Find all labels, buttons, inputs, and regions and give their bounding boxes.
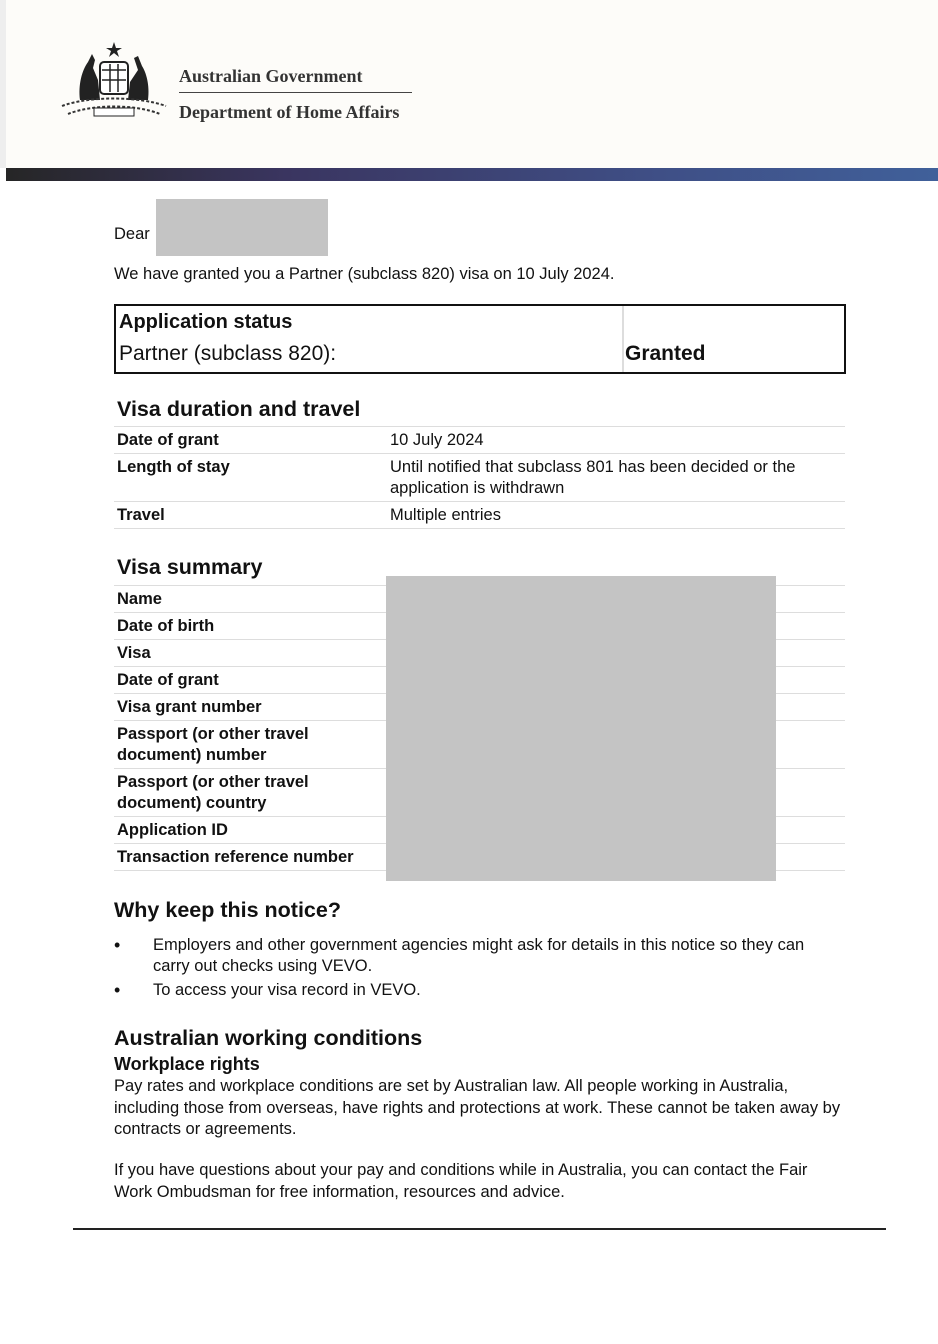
- table-row: [114, 501, 845, 529]
- summary-heading: Visa summary: [117, 555, 263, 579]
- divider: [622, 306, 624, 372]
- redacted-summary-values: [386, 576, 776, 881]
- dept-name: Department of Home Affairs: [179, 102, 400, 122]
- row-label: Name: [117, 590, 162, 608]
- intro-text: We have granted you a Partner (subclass 820) visa on 10 July 2024.: [114, 265, 615, 283]
- why-list: [114, 935, 834, 1001]
- application-status-box: [114, 304, 846, 374]
- row-label: Date of grant: [117, 431, 219, 449]
- table-row: [114, 426, 845, 453]
- row-label: Length of stay: [117, 458, 230, 476]
- row-label: Passport (or other travel document) number: [117, 725, 309, 764]
- row-label: Date of birth: [117, 617, 215, 635]
- gov-name: Australian Government: [179, 66, 363, 86]
- why-heading: Why keep this notice?: [114, 898, 341, 922]
- row-label: Travel: [117, 506, 165, 524]
- row-value: Multiple entries: [390, 506, 501, 524]
- bullet-text: Employers and other government agencies might ask for details in this notice so they can carry out checks using VEVO.: [153, 936, 805, 975]
- row-value: Until notified that subclass 801 has been decided or the application is withdrawn: [390, 458, 796, 497]
- visa-label: Partner (subclass 820):: [119, 342, 337, 365]
- duration-heading: Visa duration and travel: [117, 397, 361, 421]
- row-value: 10 July 2024: [390, 431, 484, 449]
- table-row: [114, 453, 845, 501]
- list-item: • Employers and other government agencies might ask for details in this notice so they can carry out checks using VEVO.: [114, 935, 834, 977]
- header-band: [6, 168, 938, 181]
- paragraph: Pay rates and workplace conditions are set by Australian law. All people working in Australia, including those from overseas, have rights and protections at work. These cannot be taken away by contracts or agreements.: [114, 1077, 841, 1138]
- row-label: Visa: [117, 644, 151, 662]
- row-label: Visa grant number: [117, 698, 262, 716]
- paragraph: If you have questions about your pay and conditions while in Australia, you can contact the Fair Work Ombudsman for free information, resources and advice.: [114, 1161, 808, 1201]
- row-label: Application ID: [117, 821, 228, 839]
- list-item: • To access your visa record in VEVO.: [114, 980, 421, 1000]
- redacted-name: [156, 199, 328, 256]
- bullet-text: To access your visa record in VEVO.: [153, 981, 421, 999]
- conditions-subheading: Workplace rights: [114, 1054, 260, 1074]
- status-value: Granted: [625, 342, 706, 365]
- footer-divider: [73, 1228, 886, 1230]
- divider: [179, 92, 412, 93]
- row-label: Passport (or other travel document) country: [117, 773, 309, 812]
- conditions-heading: Australian working conditions: [114, 1026, 423, 1050]
- status-title: Application status: [119, 311, 293, 333]
- row-label: Transaction reference number: [117, 848, 354, 866]
- coat-of-arms-logo: [58, 40, 170, 126]
- duration-table: [114, 426, 845, 529]
- salutation: Dear: [114, 225, 150, 243]
- row-label: Date of grant: [117, 671, 219, 689]
